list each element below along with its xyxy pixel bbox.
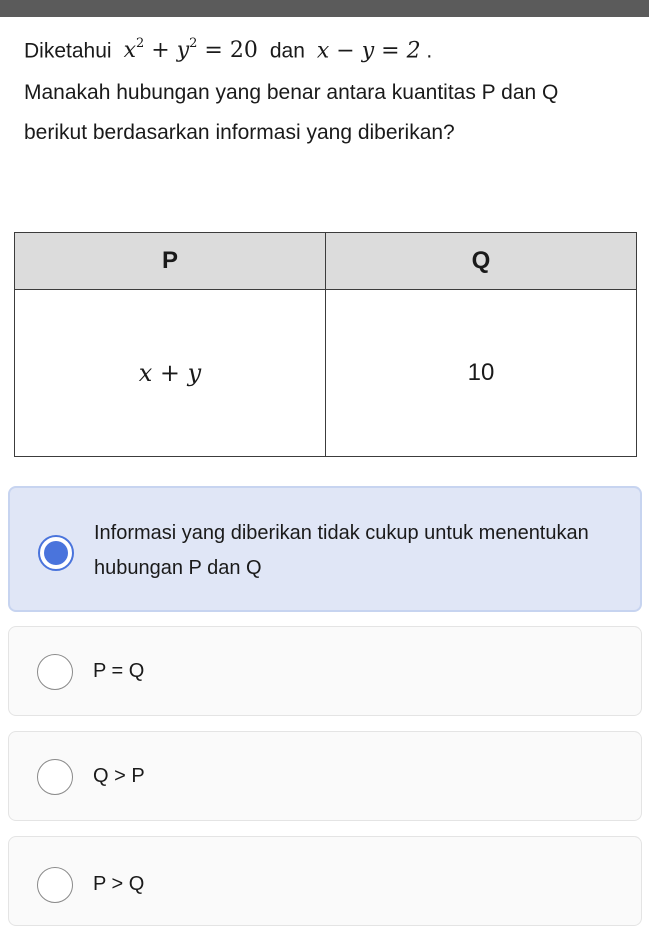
question-intro: Diketahui: [24, 39, 112, 63]
question-prompt: Manakah hubungan yang benar antara kuantitas P dan Q berikut berdasarkan informasi yang diberikan?: [24, 81, 559, 145]
question-text: [24, 26, 624, 153]
top-bar: [0, 0, 649, 17]
radio-icon[interactable]: [37, 867, 73, 903]
option-label: Q > P: [93, 765, 145, 787]
option-q-greater-p[interactable]: [8, 731, 642, 821]
radio-icon[interactable]: [37, 759, 73, 795]
option-label: P > Q: [93, 873, 145, 895]
option-label: Informasi yang diberikan tidak cukup untuk menentukan hubungan P dan Q: [94, 522, 589, 579]
option-p-greater-q[interactable]: [8, 836, 642, 926]
option-insufficient-info[interactable]: [8, 486, 642, 612]
option-p-equals-q[interactable]: [8, 626, 642, 716]
equation-2: x − y = 2: [316, 38, 421, 64]
question-first-line: Diketahui $x^2 + y^2 = 20$ dan x − y = 2 .: [24, 36, 433, 64]
radio-selected-icon[interactable]: [38, 535, 74, 571]
equation-1: $x^2 + y^2 = 20$: [123, 36, 258, 64]
header-q: Q: [326, 233, 637, 290]
question-conjunction: dan: [269, 39, 305, 63]
value-q: 10: [326, 290, 637, 457]
header-p: P: [15, 233, 326, 290]
radio-dot: [44, 541, 68, 565]
radio-icon[interactable]: [37, 654, 73, 690]
comparison-table: [14, 232, 637, 457]
option-label: P = Q: [93, 660, 145, 682]
value-p: x + y: [15, 290, 326, 457]
